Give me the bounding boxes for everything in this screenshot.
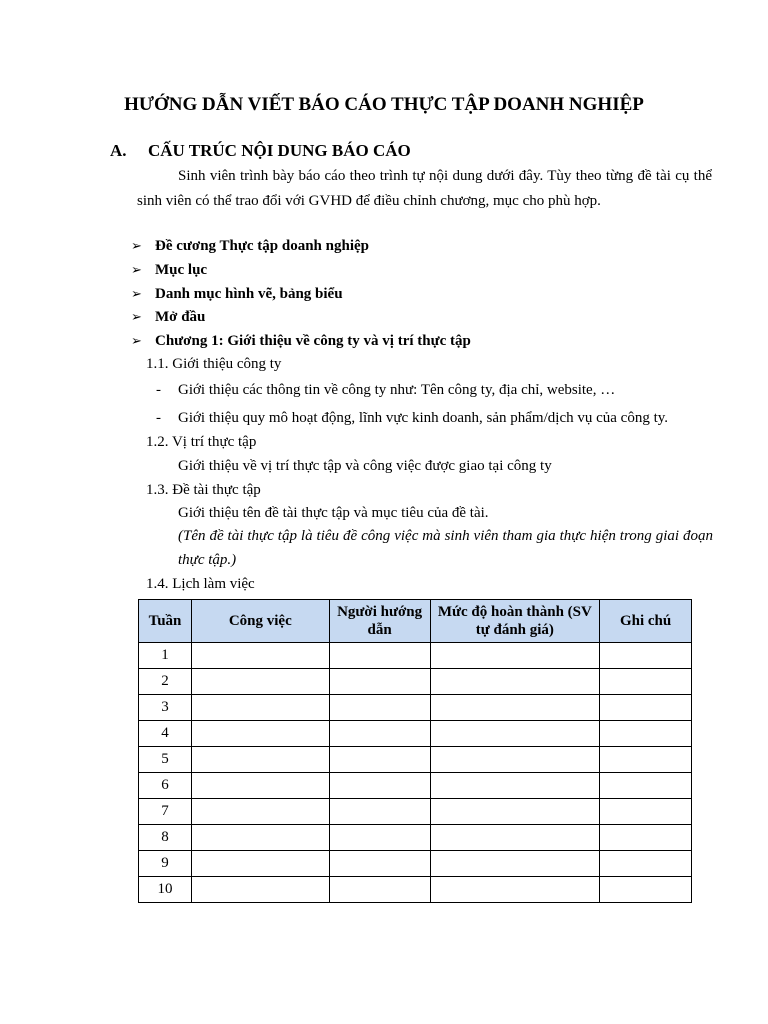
- bullet-item: [131, 330, 471, 352]
- empty-cell: [430, 773, 600, 799]
- week-number-cell: 8: [139, 825, 192, 851]
- bullet-label: Mở đầu: [155, 309, 206, 325]
- intro-paragraph: Sinh viên trình bày báo cáo theo trình tự nội dung dưới đây. Tùy theo từng đề tài cụ thể sinh viên có thể trao đổi với GVHD để điều chỉnh chương, mục cho phù hợp.: [137, 168, 712, 209]
- empty-cell: [191, 669, 329, 695]
- table-header-row: [139, 600, 692, 643]
- empty-cell: [329, 747, 430, 773]
- empty-cell: [191, 773, 329, 799]
- subsection-1-1-heading: 1.1. Giới thiệu công ty: [146, 356, 282, 372]
- empty-cell: [600, 721, 692, 747]
- empty-cell: [329, 695, 430, 721]
- subsection-1-3-note: (Tên đề tài thực tập là tiêu đề công việc mà sinh viên tham gia thực hiện trong giai đoạn thực tập.): [178, 528, 713, 568]
- empty-cell: [329, 799, 430, 825]
- table-row: [139, 669, 692, 695]
- arrow-bullet-icon: ➢: [131, 309, 142, 324]
- bullet-item: [131, 306, 205, 328]
- section-title: CẤU TRÚC NỘI DUNG BÁO CÁO: [148, 141, 411, 160]
- empty-cell: [430, 695, 600, 721]
- header-task: Công việc: [191, 600, 329, 643]
- week-number-cell: 7: [139, 799, 192, 825]
- week-number-cell: 9: [139, 851, 192, 877]
- header-week: Tuần: [139, 600, 192, 643]
- empty-cell: [430, 747, 600, 773]
- dash-item-text: Giới thiệu quy mô hoạt động, lĩnh vực kinh doanh, sản phẩm/dịch vụ của công ty.: [178, 410, 669, 426]
- dash-bullet-icon: -: [156, 410, 161, 426]
- empty-cell: [191, 825, 329, 851]
- empty-cell: [430, 851, 600, 877]
- empty-cell: [600, 669, 692, 695]
- empty-cell: [191, 695, 329, 721]
- bullet-item: [131, 283, 343, 305]
- bullet-label: Chương 1: Giới thiệu về công ty và vị trí thực tập: [155, 333, 471, 349]
- empty-cell: [329, 669, 430, 695]
- empty-cell: [329, 851, 430, 877]
- table-row: [139, 851, 692, 877]
- empty-cell: [329, 877, 430, 903]
- table-row: [139, 695, 692, 721]
- subsection-1-2-heading: 1.2. Vị trí thực tập: [146, 434, 257, 450]
- subsection-1-3-text: Giới thiệu tên đề tài thực tập và mục tiêu của đề tài.: [178, 505, 489, 521]
- empty-cell: [191, 851, 329, 877]
- document-title: HƯỚNG DẪN VIẾT BÁO CÁO THỰC TẬP DOANH NGHIỆP: [124, 94, 644, 115]
- subsection-1-4-heading: 1.4. Lịch làm việc: [146, 576, 255, 592]
- week-number-cell: 1: [139, 643, 192, 669]
- empty-cell: [600, 747, 692, 773]
- table-row: [139, 799, 692, 825]
- table-row: [139, 877, 692, 903]
- arrow-bullet-icon: ➢: [131, 262, 142, 277]
- empty-cell: [191, 721, 329, 747]
- week-number-cell: 6: [139, 773, 192, 799]
- empty-cell: [329, 643, 430, 669]
- empty-cell: [600, 643, 692, 669]
- dash-list-item: [156, 379, 615, 401]
- arrow-bullet-icon: ➢: [131, 333, 142, 348]
- week-number-cell: 2: [139, 669, 192, 695]
- header-completion: Mức độ hoàn thành (SV tự đánh giá): [430, 600, 600, 643]
- table-row: [139, 773, 692, 799]
- header-supervisor: Người hướng dẫn: [329, 600, 430, 643]
- empty-cell: [191, 877, 329, 903]
- bullet-label: Đề cương Thực tập doanh nghiệp: [155, 238, 369, 254]
- bullet-label: Mục lục: [155, 262, 208, 278]
- schedule-table: [138, 599, 692, 903]
- subsection-1-3-heading: 1.3. Đề tài thực tập: [146, 482, 261, 498]
- dash-list-item: [156, 407, 668, 429]
- table-row: [139, 643, 692, 669]
- week-number-cell: 10: [139, 877, 192, 903]
- empty-cell: [430, 643, 600, 669]
- week-number-cell: 5: [139, 747, 192, 773]
- subsection-1-2-text: Giới thiệu về vị trí thực tập và công việc được giao tại công ty: [178, 458, 552, 474]
- empty-cell: [600, 825, 692, 851]
- empty-cell: [430, 669, 600, 695]
- table-row: [139, 721, 692, 747]
- dash-bullet-icon: -: [156, 382, 161, 398]
- section-a-heading: [110, 141, 411, 161]
- empty-cell: [191, 799, 329, 825]
- table-row: [139, 825, 692, 851]
- dash-item-text: Giới thiệu các thông tin về công ty như: Tên công ty, địa chỉ, website, …: [178, 382, 616, 398]
- week-number-cell: 4: [139, 721, 192, 747]
- empty-cell: [600, 877, 692, 903]
- table-row: [139, 747, 692, 773]
- empty-cell: [430, 877, 600, 903]
- bullet-item: [131, 235, 369, 257]
- empty-cell: [329, 825, 430, 851]
- bullet-item: [131, 259, 207, 281]
- empty-cell: [329, 721, 430, 747]
- arrow-bullet-icon: ➢: [131, 286, 142, 301]
- section-letter: A.: [110, 141, 127, 160]
- empty-cell: [600, 799, 692, 825]
- arrow-bullet-icon: ➢: [131, 238, 142, 253]
- empty-cell: [430, 721, 600, 747]
- empty-cell: [600, 773, 692, 799]
- header-notes: Ghi chú: [600, 600, 692, 643]
- empty-cell: [600, 851, 692, 877]
- empty-cell: [600, 695, 692, 721]
- empty-cell: [191, 643, 329, 669]
- empty-cell: [191, 747, 329, 773]
- empty-cell: [430, 825, 600, 851]
- empty-cell: [329, 773, 430, 799]
- bullet-label: Danh mục hình vẽ, bảng biểu: [155, 286, 343, 302]
- week-number-cell: 3: [139, 695, 192, 721]
- empty-cell: [430, 799, 600, 825]
